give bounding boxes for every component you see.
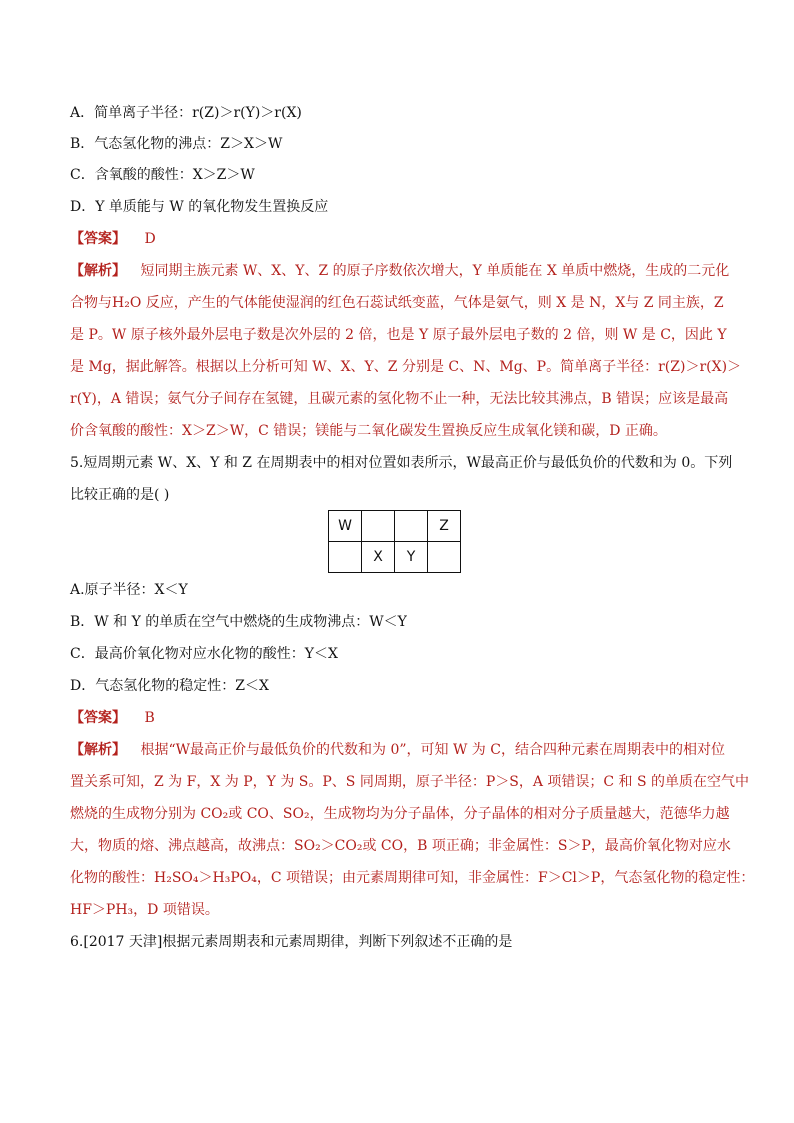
answer-label: 【答案】 — [70, 710, 126, 726]
q4-analysis-line-4: 是 Mg，据此解答。根据以上分析可知 W、X、Y、Z 分别是 C、N、Mg、P。简单离子半径：r(Z)＞r(X)＞ — [70, 359, 742, 375]
answer-value: B — [144, 710, 155, 726]
q5-analysis-line-2: 置关系可知，Z 为 F，X 为 P，Y 为 S。P、S 同周期，原子半径：P＞S，A 项错误；C 和 S 的单质在空气中 — [70, 774, 750, 790]
q5-stem-line-1: 5.短周期元素 W、X、Y 和 Z 在周期表中的相对位置如表所示，W最高正价与最低负价的代数和为 0。下列 — [70, 455, 733, 471]
q4-option-a: A．简单离子半径：r(Z)＞r(Y)＞r(X) — [70, 105, 302, 121]
table-row — [329, 542, 461, 573]
q5-option-c: C．最高价氧化物对应水化物的酸性：Y＜X — [70, 646, 338, 662]
q4-analysis-line-3: 是 P。W 原子核外最外层电子数是次外层的 2 倍，也是 Y 原子最外层电子数的 2 倍，则 W 是 C，因此 Y — [70, 327, 727, 343]
q5-answer — [70, 708, 155, 728]
q5-analysis-line-4: 大，物质的熔、沸点越高，故沸点：SO₂＞CO₂或 CO，B 项正确；非金属性：S＞P，最高价氧化物对应水 — [70, 838, 731, 854]
q5-option-d: D．气态氢化物的稳定性：Z＜X — [70, 678, 269, 694]
analysis-text: 短同期主族元素 W、X、Y、Z 的原子序数依次增大，Y 单质能在 X 单质中燃烧，生成的二元化 — [140, 263, 730, 279]
answer-value: D — [144, 231, 156, 247]
analysis-text: 根据“W最高正价与最低负价的代数和为 0”，可知 W 为 C，结合四种元素在周期表中的相对位 — [140, 742, 725, 758]
analysis-label: 【解析】 — [70, 742, 126, 758]
table-cell — [329, 542, 362, 573]
q6-stem: 6.[2017 天津]根据元素周期表和元素周期律，判断下列叙述不正确的是 — [70, 934, 513, 950]
periodic-position-table — [328, 510, 461, 573]
table-cell: Y — [395, 542, 428, 573]
table-cell — [395, 511, 428, 542]
q4-analysis-line-1 — [70, 261, 729, 281]
q4-analysis-line-6: 价含氧酸的酸性：X＞Z＞W，C 错误；镁能与二氧化碳发生置换反应生成氧化镁和碳，D 正确。 — [70, 423, 667, 439]
q5-stem-line-2: 比较正确的是( ) — [70, 487, 170, 503]
q5-analysis-line-1 — [70, 740, 725, 760]
q5-option-b: B．W 和 Y 的单质在空气中燃烧的生成物沸点：W＜Y — [70, 614, 407, 630]
q5-option-a: A.原子半径：X＜Y — [70, 582, 188, 598]
q4-analysis-line-5: r(Y)，A 错误；氨气分子间存在氢键，且碳元素的氢化物不止一种，无法比较其沸点，B 错误；应该是最高 — [70, 391, 729, 407]
table-cell: W — [329, 511, 362, 542]
q4-analysis-line-2: 合物与H₂O 反应，产生的气体能使湿润的红色石蕊试纸变蓝，气体是氨气，则 X 是 N，X与 Z 同主族，Z — [70, 295, 724, 311]
q4-option-d: D．Y 单质能与 W 的氧化物发生置换反应 — [70, 199, 329, 215]
analysis-label: 【解析】 — [70, 263, 126, 279]
q4-answer — [70, 229, 156, 249]
q5-analysis-line-5: 化物的酸性：H₂SO₄＞H₃PO₄，C 项错误；由元素周期律可知，非金属性：F＞Cl＞P，气态氢化物的稳定性： — [70, 870, 755, 886]
q4-option-b: B．气态氢化物的沸点：Z＞X＞W — [70, 136, 283, 152]
table-cell: Z — [428, 511, 461, 542]
table-cell: X — [362, 542, 395, 573]
table-row — [329, 511, 461, 542]
q5-analysis-line-6: HF＞PH₃，D 项错误。 — [70, 902, 219, 918]
table-cell — [428, 542, 461, 573]
table-cell — [362, 511, 395, 542]
answer-label: 【答案】 — [70, 231, 126, 247]
q5-analysis-line-3: 燃烧的生成物分别为 CO₂或 CO、SO₂，生成物均为分子晶体，分子晶体的相对分子质量越大，范德华力越 — [70, 806, 730, 822]
q4-option-c: C．含氧酸的酸性：X＞Z＞W — [70, 167, 255, 183]
